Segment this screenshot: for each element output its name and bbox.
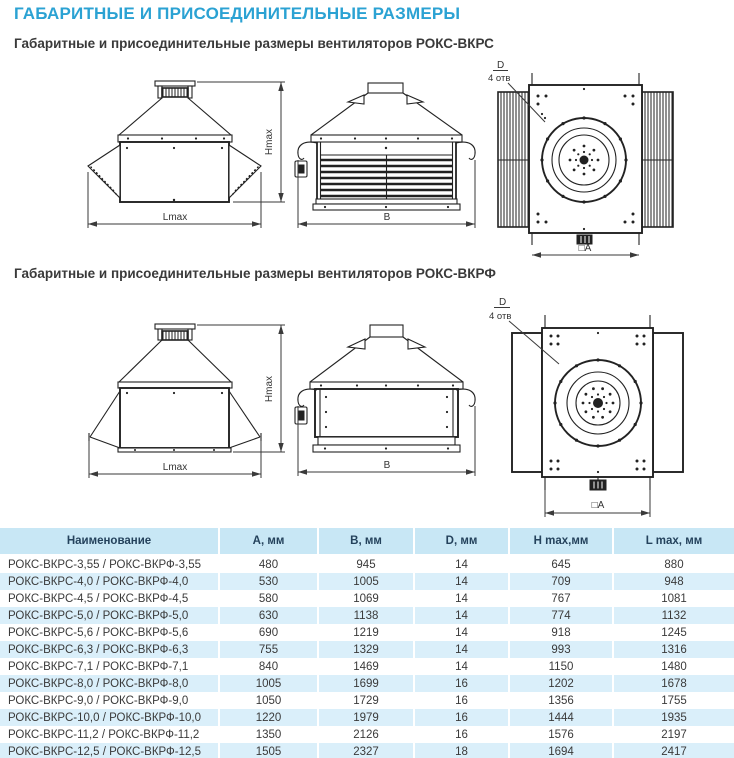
table-row bbox=[0, 709, 734, 726]
value-cell: 2327 bbox=[317, 743, 413, 758]
vkrf-front-view-drawing bbox=[285, 300, 485, 490]
value-cell: 767 bbox=[508, 590, 612, 607]
lmax-label: Lmax bbox=[162, 462, 188, 473]
table-row bbox=[0, 658, 734, 675]
value-cell: 1138 bbox=[317, 607, 413, 624]
value-cell: 14 bbox=[413, 556, 508, 573]
value-cell: 530 bbox=[218, 573, 317, 590]
value-cell: 16 bbox=[413, 726, 508, 743]
table-body bbox=[0, 556, 734, 758]
lmax-label: Lmax bbox=[162, 212, 188, 223]
fan-name-cell: РОКС-ВКРС-4,5 / РОКС-ВКРФ-4,5 bbox=[8, 592, 189, 605]
holes-label: 4 отв bbox=[489, 311, 512, 322]
value-cell: 1202 bbox=[508, 675, 612, 692]
value-cell: 16 bbox=[413, 709, 508, 726]
b-label: B bbox=[383, 460, 391, 471]
section-vkrs-title: Габаритные и присоединительные размеры вентиляторов РОКС-ВКРС bbox=[14, 36, 494, 51]
value-cell: 1316 bbox=[612, 641, 734, 658]
fan-name-cell: РОКС-ВКРС-4,0 / РОКС-ВКРФ-4,0 bbox=[0, 573, 218, 590]
value-cell: 755 bbox=[218, 641, 317, 658]
fan-body bbox=[120, 142, 229, 202]
fan-name-cell: РОКС-ВКРС-11,2 / РОКС-ВКРФ-11,2 bbox=[8, 728, 200, 741]
fan-name-cell: РОКС-ВКРС-3,55 / РОКС-ВКРФ-3,55 bbox=[8, 558, 202, 571]
value-cell: 1755 bbox=[612, 692, 734, 709]
value-cell: 1935 bbox=[612, 709, 734, 726]
table-row bbox=[0, 573, 734, 590]
value-cell: 1729 bbox=[317, 692, 413, 709]
value-cell: 2417 bbox=[612, 743, 734, 758]
right-strut bbox=[229, 391, 261, 448]
vkrs-top-view-drawing bbox=[485, 58, 734, 260]
value-cell: 14 bbox=[413, 607, 508, 624]
value-cell: 18 bbox=[413, 743, 508, 758]
b-label: B bbox=[383, 212, 391, 223]
value-cell: 918 bbox=[508, 624, 612, 641]
hmax-label: Hmax bbox=[264, 375, 275, 403]
fan-base bbox=[313, 199, 460, 210]
fan-roof bbox=[118, 98, 232, 142]
value-cell: 1480 bbox=[612, 658, 734, 675]
square-a-label: □A bbox=[578, 243, 592, 254]
value-cell: 14 bbox=[413, 641, 508, 658]
left-strut bbox=[89, 391, 120, 448]
value-cell: 774 bbox=[508, 607, 612, 624]
value-cell: 480 bbox=[218, 556, 317, 573]
column-header-3: D, мм bbox=[413, 528, 508, 556]
value-cell: 630 bbox=[218, 607, 317, 624]
fan-body-louvers bbox=[317, 142, 456, 199]
section-vkrf-title: Габаритные и присоединительные размеры вентиляторов РОКС-ВКРФ bbox=[14, 266, 496, 281]
square-a-dimension bbox=[532, 243, 639, 255]
table-row bbox=[0, 675, 734, 692]
value-cell: 580 bbox=[218, 590, 317, 607]
fan-cap bbox=[155, 81, 195, 98]
column-header-4: H max,мм bbox=[508, 528, 612, 556]
value-cell: 16 bbox=[413, 692, 508, 709]
fan-name-cell: РОКС-ВКРС-10,0 / РОКС-ВКРФ-10,0 bbox=[0, 709, 218, 726]
value-cell: 1329 bbox=[317, 641, 413, 658]
value-cell: 645 bbox=[508, 556, 612, 573]
fan-name-cell: РОКС-ВКРС-6,3 / РОКС-ВКРФ-6,3 bbox=[0, 641, 218, 658]
value-cell: 1699 bbox=[317, 675, 413, 692]
value-cell: 16 bbox=[413, 675, 508, 692]
bottom-connector bbox=[590, 477, 606, 490]
value-cell: 2197 bbox=[612, 726, 734, 743]
value-cell: 1050 bbox=[218, 692, 317, 709]
hmax-label: Hmax bbox=[264, 128, 275, 156]
table-row bbox=[0, 607, 734, 624]
fan-name-cell: РОКС-ВКРС-5,6 / РОКС-ВКРФ-5,6 bbox=[8, 626, 189, 639]
value-cell: 1505 bbox=[218, 743, 317, 758]
vkrs-side-view-drawing bbox=[15, 56, 285, 234]
value-cell: 14 bbox=[413, 658, 508, 675]
value-cell: 1069 bbox=[317, 590, 413, 607]
value-cell: 1444 bbox=[508, 709, 612, 726]
table-row bbox=[0, 624, 734, 641]
table-row bbox=[0, 590, 734, 607]
value-cell: 2126 bbox=[317, 726, 413, 743]
fan-chimney bbox=[370, 325, 403, 337]
d-label: D bbox=[499, 297, 507, 308]
fan-body bbox=[118, 388, 231, 452]
value-cell: 1005 bbox=[218, 675, 317, 692]
motor-box bbox=[295, 407, 307, 424]
value-cell: 1678 bbox=[612, 675, 734, 692]
fan-cap bbox=[155, 324, 195, 340]
fan-name-cell: РОКС-ВКРС-7,1 / РОКС-ВКРФ-7,1 bbox=[8, 660, 189, 673]
dimensions-table bbox=[0, 528, 734, 758]
value-cell: 1005 bbox=[317, 573, 413, 590]
holes-label: 4 отв bbox=[488, 73, 511, 84]
value-cell: 1220 bbox=[218, 709, 317, 726]
vkrf-side-view-drawing bbox=[15, 300, 285, 490]
table-row bbox=[0, 726, 734, 743]
left-diffuser bbox=[88, 145, 120, 198]
d-label: D bbox=[497, 60, 505, 71]
value-cell: 1694 bbox=[508, 743, 612, 758]
table-row bbox=[0, 556, 734, 573]
fan-body bbox=[315, 389, 458, 437]
dimensions-table-wrap bbox=[0, 528, 734, 758]
square-a-dimension bbox=[545, 490, 650, 517]
table-header-row bbox=[0, 528, 734, 556]
value-cell: 14 bbox=[413, 573, 508, 590]
table-row bbox=[0, 692, 734, 709]
value-cell: 1245 bbox=[612, 624, 734, 641]
column-header-0: Наименование bbox=[0, 528, 218, 556]
table-row bbox=[0, 641, 734, 658]
value-cell: 1081 bbox=[612, 590, 734, 607]
value-cell: 14 bbox=[413, 590, 508, 607]
value-cell: 1219 bbox=[317, 624, 413, 641]
value-cell: 945 bbox=[317, 556, 413, 573]
column-header-5: L max, мм bbox=[612, 528, 734, 556]
fan-name-cell: РОКС-ВКРС-8,0 / РОКС-ВКРФ-8,0 bbox=[0, 675, 218, 692]
table-row bbox=[0, 743, 734, 758]
value-cell: 993 bbox=[508, 641, 612, 658]
value-cell: 14 bbox=[413, 624, 508, 641]
value-cell: 1132 bbox=[612, 607, 734, 624]
value-cell: 1350 bbox=[218, 726, 317, 743]
column-header-2: B, мм bbox=[317, 528, 413, 556]
fan-name-cell: РОКС-ВКРС-12,5 / РОКС-ВКРФ-12,5 bbox=[0, 743, 218, 758]
fan-name-cell: РОКС-ВКРС-5,0 / РОКС-ВКРФ-5,0 bbox=[0, 607, 218, 624]
fan-chimney bbox=[368, 83, 403, 93]
column-header-1: A, мм bbox=[218, 528, 317, 556]
value-cell: 690 bbox=[218, 624, 317, 641]
value-cell: 880 bbox=[612, 556, 734, 573]
fan-name-cell: РОКС-ВКРС-9,0 / РОКС-ВКРФ-9,0 bbox=[8, 694, 189, 707]
page-title: ГАБАРИТНЫЕ И ПРИСОЕДИНИТЕЛЬНЫЕ РАЗМЕРЫ bbox=[14, 4, 461, 23]
value-cell: 709 bbox=[508, 573, 612, 590]
vkrs-front-view-drawing bbox=[285, 56, 485, 234]
right-diffuser bbox=[229, 145, 261, 198]
value-cell: 1469 bbox=[317, 658, 413, 675]
value-cell: 1150 bbox=[508, 658, 612, 675]
fan-roof bbox=[310, 337, 463, 389]
vkrf-top-view-drawing bbox=[485, 293, 734, 523]
fan-roof bbox=[118, 340, 232, 388]
value-cell: 1356 bbox=[508, 692, 612, 709]
value-cell: 1979 bbox=[317, 709, 413, 726]
value-cell: 1576 bbox=[508, 726, 612, 743]
fan-base bbox=[313, 437, 460, 452]
value-cell: 840 bbox=[218, 658, 317, 675]
fan-roof bbox=[311, 93, 462, 142]
square-a-label: □A bbox=[591, 500, 605, 511]
value-cell: 948 bbox=[612, 573, 734, 590]
motor-box bbox=[295, 161, 307, 177]
